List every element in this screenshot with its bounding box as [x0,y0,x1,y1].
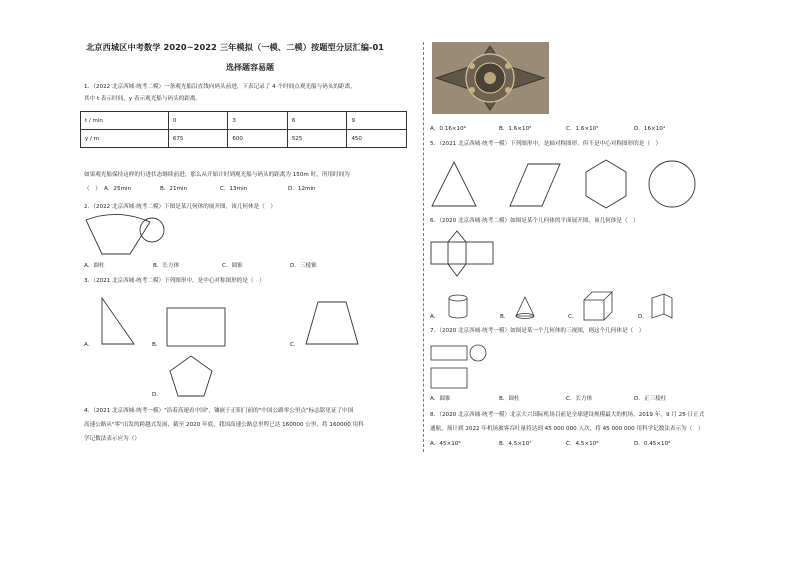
q3-label-a[interactable]: A． [84,342,94,348]
table-row [81,112,407,130]
q8-option-c[interactable]: C．4.5×10⁸ [566,441,599,447]
q3-pentagon [166,354,216,400]
circle-shape [649,161,695,207]
q7-option-d[interactable]: D．正三棱柱 [634,396,667,402]
table-cell: 6 [287,112,347,130]
q2-option-c[interactable]: C．圆锥 [222,263,243,269]
q6-option-a[interactable]: A． [430,314,440,320]
triangle-shape [432,162,476,206]
table-cell: y / m [81,130,169,148]
q6-cylinder-figure [446,294,470,320]
table-cell: t / min [81,112,169,130]
q1-stem-line1: 1．（2022 北京西城·统考二模）一条观光船沿直线向码头前进，下表记录了 4 个时间点观光船与码头的距离， [84,84,356,90]
q3-label-b[interactable]: B． [152,342,162,348]
q1-option-a[interactable]: A．25min [104,186,132,192]
q4-option-c[interactable]: C．1.6×10⁵ [566,126,599,132]
q2-option-d[interactable]: D．三棱锥 [290,263,317,269]
q7-stem: 7．（2020 北京西城·统考一模）如图是某一个几何体的三视图，则这个几何体是（ ） [430,328,645,334]
q3-right-triangle [98,296,138,346]
table-cell: 450 [347,130,407,148]
q1-option-c[interactable]: C．13min [220,186,248,192]
page-title: 北京西城区中考数学 2020~2022 三年模拟（一模、二模）按题型分层汇编-01 [86,42,385,52]
table-cell: 0 [168,112,228,130]
q4-option-a[interactable]: A．0.16×10⁶ [430,126,466,132]
q8-option-b[interactable]: B．4.5×10⁷ [499,441,532,447]
q1-data-table [80,111,407,148]
parallelogram-shape [510,164,560,206]
table-cell: 3 [228,112,288,130]
q2-option-a[interactable]: A．圆柱 [84,263,105,269]
q3-label-c[interactable]: C． [290,342,300,348]
q8-stem-line1: 8．（2020 北京西城·统考一模）北京大兴国际机场目前是全球建设规模最大的机场，2019 年，9 月 25 日正式 [430,412,705,418]
q2-option-b[interactable]: B．长方体 [153,263,180,269]
q6-cone-figure [514,296,536,320]
q1-stem-line4: （ ） [84,186,101,192]
q6-cube-figure [582,290,614,322]
q8-stem-line2: 通航，预计到 2022 年机场旅客吞吐量将达到 45 000 000 人次，将 45 000 000 用科学记数法表示为（ ） [430,426,704,432]
q4-stem-line1: 4．（2021 北京西城·统考一模）"沿着高速看中国"，镶嵌于正阳门前的"中国公路零公里点"标志铭见证了中国 [84,408,354,414]
q3-rectangle [166,306,228,348]
column-divider [423,42,424,452]
q6-stem: 6．（2020 北京西城·统考二模）如图是某个几何体的平面展开图，该几何体是（ ） [430,218,639,224]
q7-option-a[interactable]: A．圆锥 [430,396,451,402]
q7-option-c[interactable]: C．长方体 [566,396,593,402]
base-circle [140,218,164,242]
q8-option-a[interactable]: A．45×10⁶ [430,441,461,447]
q4-option-b[interactable]: B．1.6×10⁵ [499,126,532,132]
q3-stem: 3．（2021 北京西城·统考二模）下列图形中，是中心对称图形的是（ ） [84,278,265,284]
q8-option-d[interactable]: D．0.45×10⁹ [634,441,671,447]
q1-option-d[interactable]: D．12min [288,186,316,192]
q6-option-d[interactable]: D． [638,314,648,320]
q7-option-b[interactable]: B．圆柱 [499,396,520,402]
table-row [81,130,407,148]
table-cell: 525 [287,130,347,148]
table-cell: 600 [228,130,288,148]
q6-triangular-prism-figure [650,292,674,322]
q4-option-d[interactable]: D．16×10⁴ [634,126,666,132]
hexagon-shape [586,160,626,208]
q1-stem-line3: 如果观光船保持这样的行进状态继续前进，那么从开始计时到观光船与码头的距离为 150m 时，所用时间为 [84,172,350,178]
q4-stem-line2: 高速公路从"零"出发的跨越式发展，截至 2020 年底，我国高速公路总里程已达 160000 公里，将 160000 用科 [84,422,364,428]
q2-cone-net-figure [84,212,166,258]
q6-option-c[interactable]: C． [568,314,578,320]
table-cell: 675 [168,130,228,148]
q6-prism-net-figure [430,230,494,278]
q2-stem: 2．（2022 北京西城·统考二模）下图是某几何体的展开图，该几何体是（ ） [84,204,276,210]
q5-stem: 5．（2021 北京西城·统考一模）下列图形中，是轴对称图形，但不是中心对称图形的是（ ） [430,141,662,147]
q3-trapezoid [304,300,360,346]
zero-km-marker-photo [432,42,549,114]
table-cell: 9 [347,112,407,130]
q7-three-views-figure [430,340,490,390]
q4-stem-line3: 学记数法表示应为（） [84,436,140,442]
q6-option-b[interactable]: B． [500,314,510,320]
q3-label-d[interactable]: D． [152,392,162,398]
q1-option-b[interactable]: B．21min [160,186,188,192]
q5-figures [432,158,712,210]
q1-stem-line2: 其中 t 表示时间，y 表示观光船与码头的距离。 [84,96,202,102]
page-subtitle: 选择题容易题 [226,63,274,72]
